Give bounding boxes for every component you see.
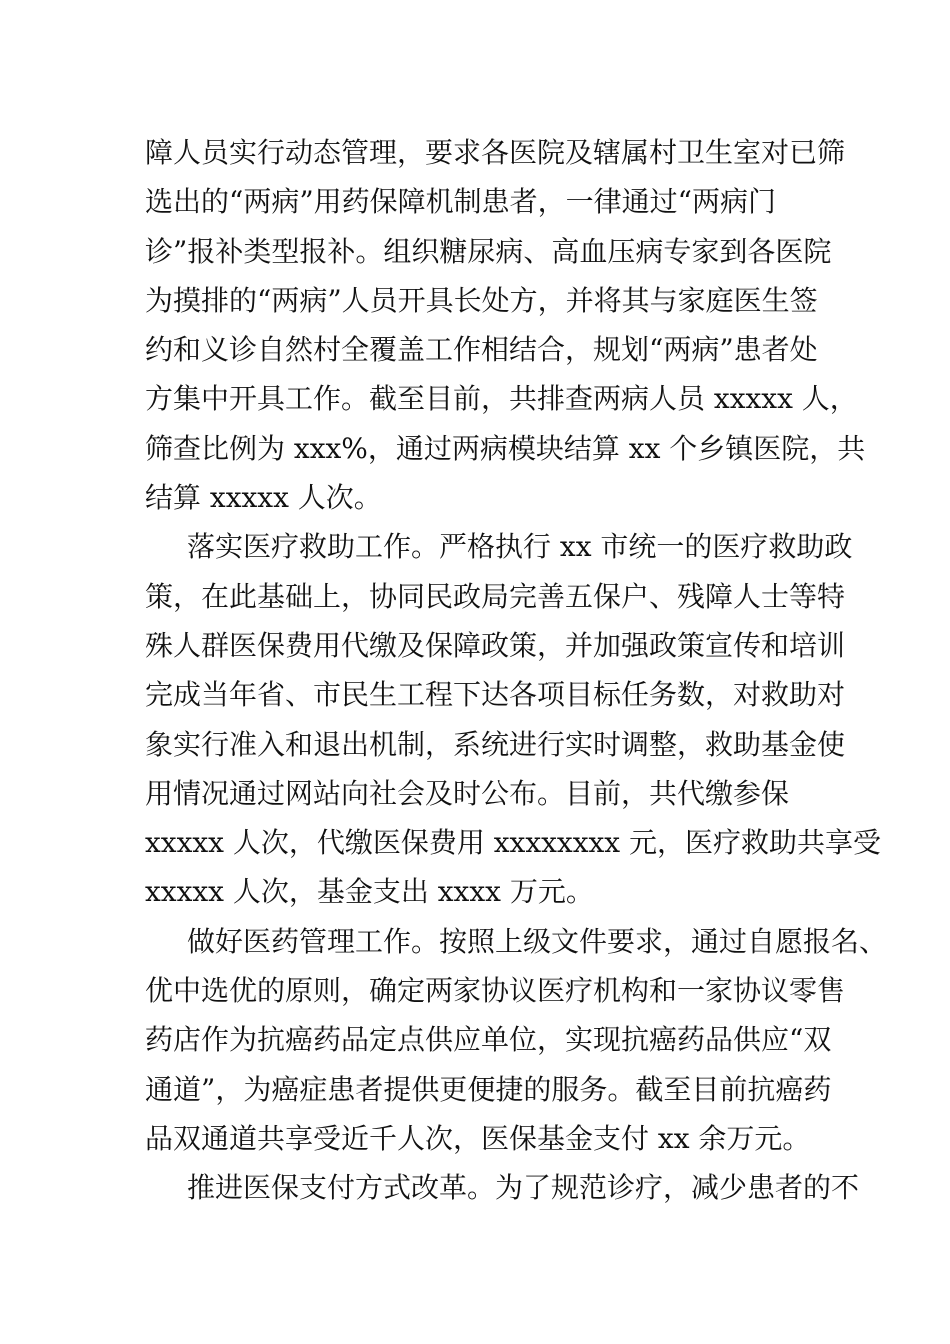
paragraph-medical-assistance [145, 522, 881, 916]
text-line: 做好医药管理工作。按照上级文件要求，通过自愿报名、 [187, 924, 888, 958]
text-line: 筛查比例为 xxx%，通过两病模块结算 xx 个乡镇医院，共 [145, 431, 866, 465]
text-line: xxxxx 人次，基金支出 xxxx 万元。 [145, 875, 594, 909]
paragraph-drug-management [145, 917, 888, 1163]
text-line: 诊”报补类型报补。组织糖尿病、高血压病专家到各医院 [145, 234, 832, 268]
text-line: 策，在此基础上，协同民政局完善五保户、残障人士等特 [145, 579, 846, 613]
text-line: 品双通道共享受近千人次，医保基金支付 xx 余万元。 [145, 1121, 811, 1155]
text-line: 约和义诊自然村全覆盖工作相结合，规划“两病”患者处 [145, 333, 818, 367]
text-line: 完成当年省、市民生工程下达各项目标任务数，对救助对 [145, 678, 846, 712]
text-line: 为摸排的“两病”人员开具长处方，并将其与家庭医生签 [145, 283, 818, 317]
paragraph-payment-reform [145, 1163, 860, 1212]
text-line: xxxxx 人次，代缴医保费用 xxxxxxxx 元，医疗救助共享受 [145, 826, 881, 860]
text-line: 结算 xxxxx 人次。 [145, 481, 382, 515]
text-line: 用情况通过网站向社会及时公布。目前，共代缴参保 [145, 776, 790, 810]
text-line: 象实行准入和退出机制，系统进行实时调整，救助基金使 [145, 727, 846, 761]
text-line: 选出的“两病”用药保障机制患者，一律通过“两病门 [145, 185, 776, 219]
text-line: 推进医保支付方式改革。为了规范诊疗，减少患者的不 [187, 1171, 860, 1205]
text-line: 优中选优的原则，确定两家协议医疗机构和一家协议零售 [145, 974, 846, 1008]
text-line: 落实医疗救助工作。严格执行 xx 市统一的医疗救助政 [187, 530, 853, 564]
text-line: 方集中开具工作。截至目前，共排查两病人员 xxxxx 人， [145, 382, 858, 416]
document-body [145, 128, 888, 1213]
text-line: 药店作为抗癌药品定点供应单位，实现抗癌药品供应“双 [145, 1023, 832, 1057]
text-line: 障人员实行动态管理，要求各医院及辖属村卫生室对已筛 [145, 136, 846, 169]
text-line: 通道”，为癌症患者提供更便捷的服务。截至目前抗癌药 [145, 1072, 832, 1106]
paragraph-two-diseases [145, 128, 866, 522]
text-line: 殊人群医保费用代缴及保障政策，并加强政策宣传和培训 [145, 628, 846, 662]
